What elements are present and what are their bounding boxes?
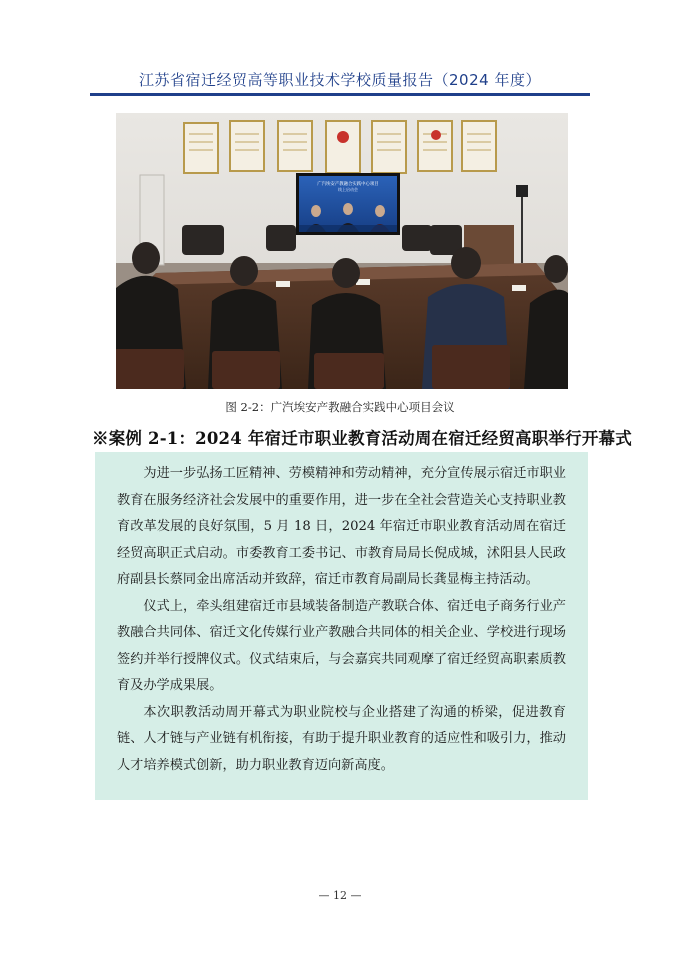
meeting-photo (116, 113, 568, 389)
header-rule (90, 93, 590, 96)
case-paragraph: 仪式上，牵头组建宿迁市县域装备制造产教联合体、宿迁电子商务行业产教融合共同体、宿迁文化传媒行业产教融合共同体的相关企业、学校进行现场签约并举行授牌仪式。仪式结束后，与会嘉宾共同观摩了宿迁经贸高职素质教育及办学成果展。 (117, 598, 566, 693)
report-header-title: 江苏省宿迁经贸高等职业技术学校质量报告（2024 年度） (139, 71, 541, 89)
screen-text-line1: 广汽埃安产教融合实践中心项目 (317, 182, 379, 187)
case-text-box (95, 452, 588, 800)
page-number: — 12 — (318, 889, 362, 902)
figure-caption: 图 2-2：广汽埃安产教融合实践中心项目会议 (225, 400, 455, 414)
case-heading: ※案例 2-1：2024 年宿迁市职业教育活动周在宿迁经贸高职举行开幕式 (92, 429, 632, 448)
screen-text-line2: 线上启动会 (338, 187, 358, 192)
case-paragraph: 本次职教活动周开幕式为职业院校与企业搭建了沟通的桥梁，促进教育链、人才链与产业链有机衔接，有助于提升职业教育的适应性和吸引力，推动人才培养模式创新，助力职业教育迈向新高度。 (117, 704, 566, 773)
case-paragraph: 为进一步弘扬工匠精神、劳模精神和劳动精神，充分宣传展示宿迁市职业教育在服务经济社会发展中的重要作用，进一步在全社会营造关心支持职业教育改革发展的良好氛围，5 月 18 日，2024 年宿迁市职业教育活动周在宿迁经贸高职正式启动。市委教育工委书记、市教育局局长倪成城，沭阳县人民政府副县长蔡同金出席活动并致辞，宿迁市教育局副局长龚显梅主持活动。 (117, 466, 566, 587)
